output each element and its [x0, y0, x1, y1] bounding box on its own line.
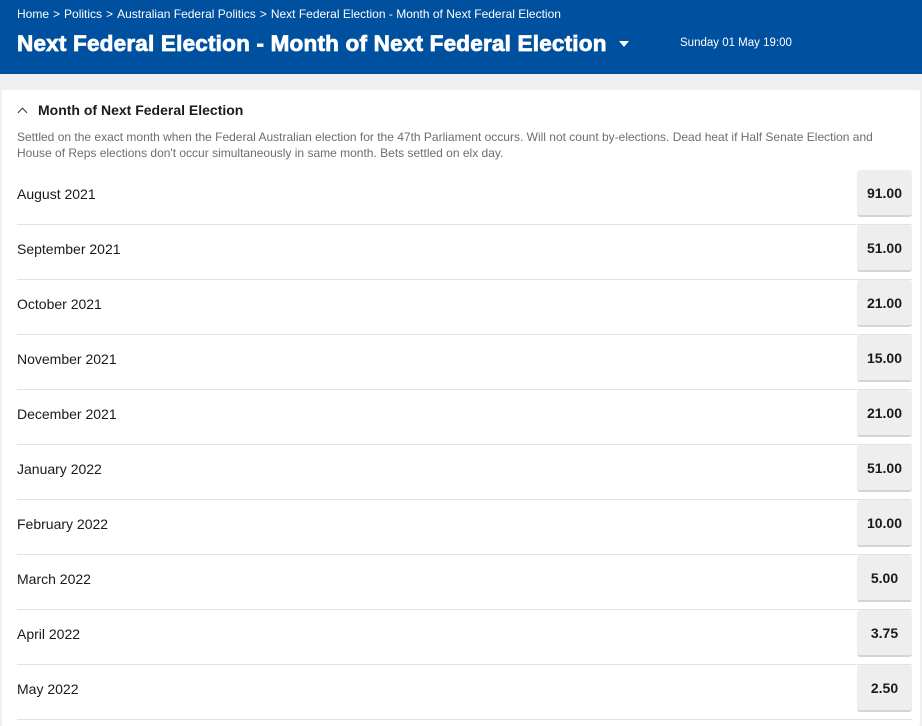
- selection-name: May 2022: [17, 681, 79, 697]
- selection-name: September 2021: [17, 241, 121, 257]
- selection-row: [17, 225, 912, 280]
- page-header: [0, 0, 922, 74]
- breadcrumb-separator: >: [106, 7, 114, 21]
- selection-name: January 2022: [17, 461, 102, 477]
- selection-name: December 2021: [17, 406, 117, 422]
- odds-button[interactable]: 3.75: [857, 610, 912, 657]
- selection-name: October 2021: [17, 296, 102, 312]
- caret-down-icon[interactable]: [619, 41, 629, 47]
- odds-button[interactable]: 5.00: [857, 555, 912, 602]
- event-start-time: Sunday 01 May 19:00: [680, 37, 792, 49]
- market-panel: [2, 90, 920, 726]
- breadcrumb-australian-federal-politics[interactable]: Australian Federal Politics: [117, 7, 256, 21]
- odds-button[interactable]: 10.00: [857, 500, 912, 547]
- odds-button[interactable]: 51.00: [857, 445, 912, 492]
- chevron-up-icon[interactable]: [18, 107, 28, 117]
- selection-name: February 2022: [17, 516, 109, 532]
- selection-name: March 2022: [17, 571, 91, 587]
- selection-list: [17, 170, 912, 720]
- odds-button[interactable]: 21.00: [857, 280, 912, 327]
- odds-button[interactable]: 91.00: [857, 170, 912, 217]
- breadcrumb: [17, 7, 561, 21]
- market-collapse-toggle[interactable]: [17, 101, 243, 119]
- breadcrumb-politics[interactable]: Politics: [64, 7, 103, 21]
- odds-button[interactable]: 51.00: [857, 225, 912, 272]
- breadcrumb-home[interactable]: Home: [17, 7, 50, 21]
- selection-name: April 2022: [17, 626, 81, 642]
- selection-row: [17, 665, 912, 720]
- header-spacer: [0, 74, 922, 90]
- event-title-selector[interactable]: [17, 30, 629, 58]
- breadcrumb-separator: >: [53, 7, 61, 21]
- market-title: Month of Next Federal Election: [38, 102, 244, 118]
- selection-row: [17, 390, 912, 445]
- selection-name: November 2021: [17, 351, 117, 367]
- selection-row: [17, 500, 912, 555]
- selection-row: [17, 335, 912, 390]
- selection-name: August 2021: [17, 186, 96, 202]
- odds-button[interactable]: 2.50: [857, 665, 912, 712]
- breadcrumb-separator: >: [259, 7, 267, 21]
- selection-row: [17, 610, 912, 665]
- selection-row: [17, 555, 912, 610]
- breadcrumb-current: Next Federal Election - Month of Next Federal Election: [270, 7, 561, 21]
- selection-row: [17, 445, 912, 500]
- selection-row: [17, 170, 912, 225]
- selection-row: [17, 280, 912, 335]
- page-title: Next Federal Election - Month of Next Federal Election: [17, 31, 607, 56]
- odds-button[interactable]: 15.00: [857, 335, 912, 382]
- odds-button[interactable]: 21.00: [857, 390, 912, 437]
- market-rules: Settled on the exact month when the Federal Australian election for the 47th Parliament occurs. Will not count by-elections. Dead heat if Half Senate Election and House of Reps elections don't occur simultaneously in same month. Bets settled on elx day.: [17, 130, 873, 160]
